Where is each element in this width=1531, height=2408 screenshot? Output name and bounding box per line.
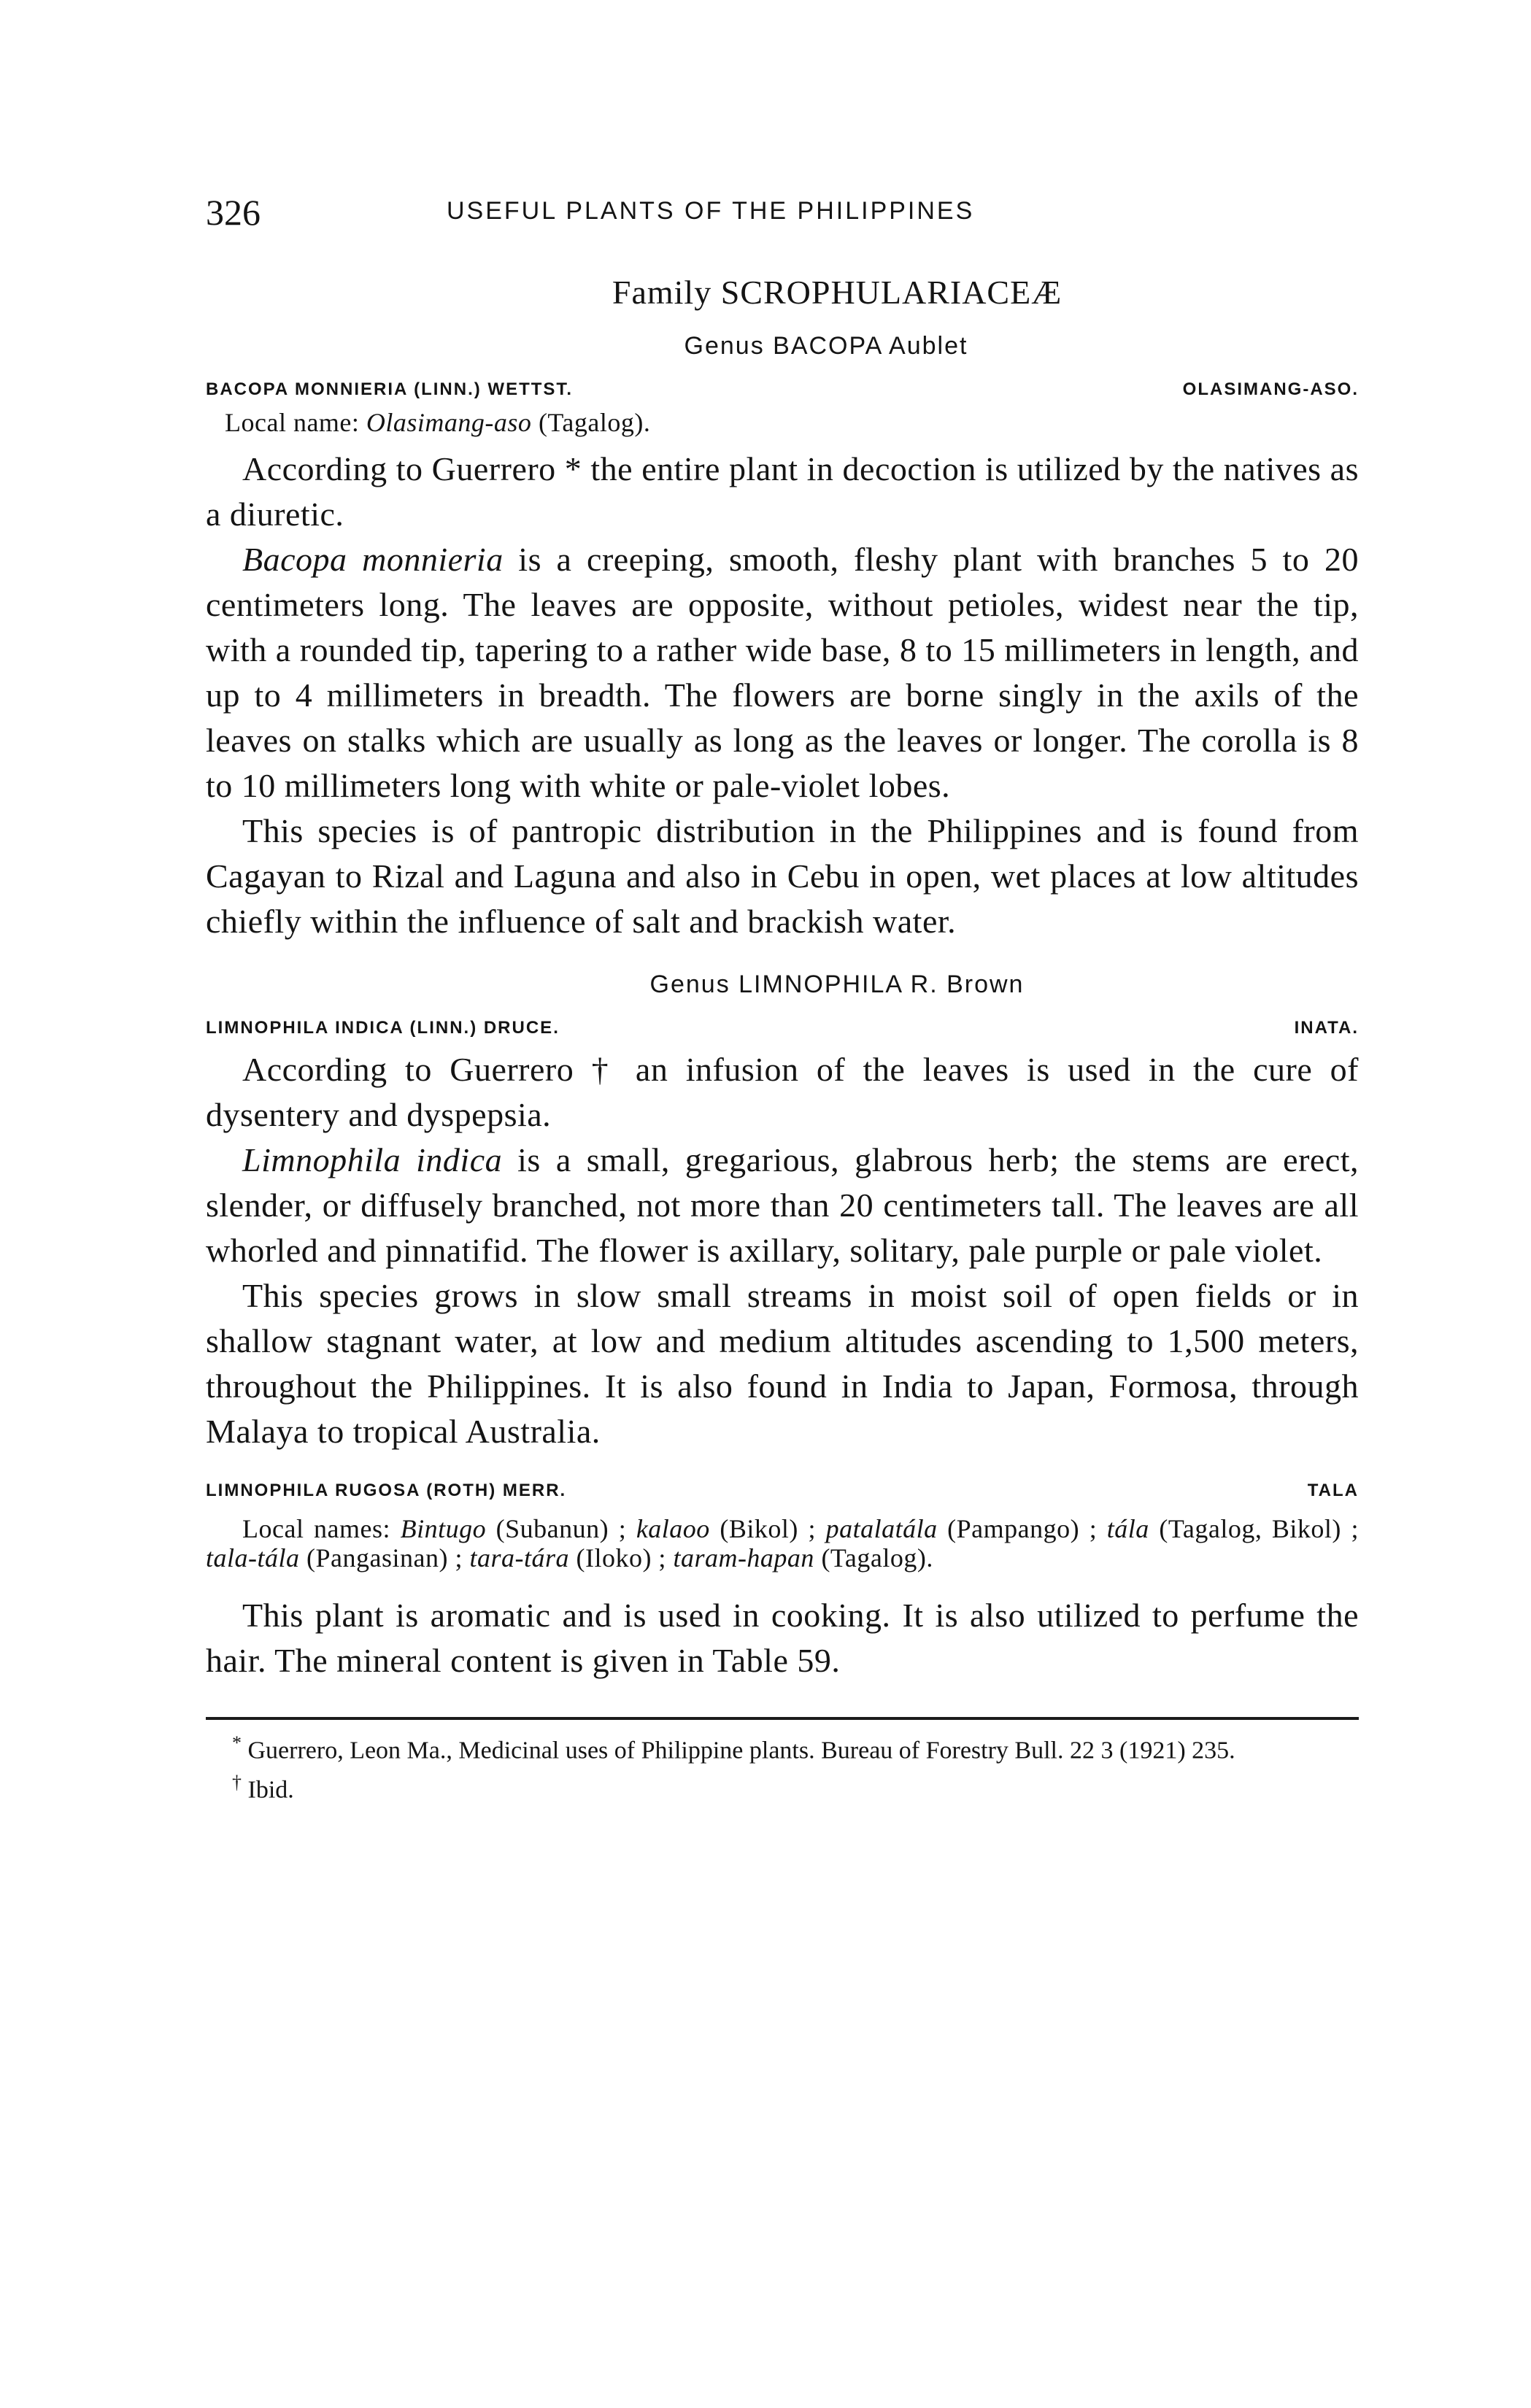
genus-heading-limnophila: Genus LIMNOPHILA R. Brown [649,970,1025,998]
local-name-language: (Tagalog, Bikol) ; [1149,1514,1359,1543]
paragraph: This species is of pantropic distribution in the Philippines and is found from Cagayan to Rizal and Laguna and also in Cebu in open, wet places at low altitudes chiefly within the influence of salt and brackish water. [206,812,1359,940]
local-name-language: (Subanun) ; [486,1514,636,1543]
footnote-text: Guerrero, Leon Ma., Medicinal uses of Philippine plants. Bureau of Forestry Bull. 22 3 (1921) 235. [247,1737,1235,1764]
local-names-intro: Local names: [242,1514,401,1543]
species-name: LIMNOPHILA INDICA (LINN.) DRUCE. [206,1018,560,1038]
paragraph: This species grows in slow small streams in moist soil of open fields or in shallow stagnant water, at low and medium altitudes ascending to 1,500 meters, throughout the Philippines. It is also found in India to Japan, Formosa, through Malaya to tropical Australia. [206,1277,1359,1450]
species-name: LIMNOPHILA RUGOSA (ROTH) MERR. [206,1481,567,1500]
family-label: Family [612,274,712,311]
species-line-limnophila-indica [206,1018,1359,1038]
species-name-italic: Bacopa monnieria [242,541,504,578]
footnote-rule [206,1717,1359,1720]
local-name: Bintugo [400,1514,487,1543]
page-header [206,191,1359,242]
paragraph: According to Guerrero * the entire plant in decoction is utilized by the natives as a diuretic. [206,450,1359,533]
book-page [206,191,1359,1807]
local-name: taram-hapan [673,1543,814,1572]
local-name: Olasimang-aso [366,408,532,437]
local-name-language: (Iloko) ; [568,1543,674,1572]
local-name: patalatála [825,1514,938,1543]
species-line-bacopa-monnieria [206,379,1359,400]
local-name: tara-tára [469,1543,569,1572]
genus-heading-bacopa: Genus BACOPA Aublet [684,332,968,360]
page-number: 326 [206,192,261,233]
footnote [206,1727,1359,1767]
local-name-label: Local name: [225,408,366,437]
local-name-language: (Pangasinan) ; [299,1543,470,1572]
species-name: BACOPA MONNIERIA (LINN.) WETTST. [206,379,574,399]
local-name: kalaoo [636,1514,710,1543]
footnote-mark: * [232,1732,242,1753]
paragraph-description: Bacopa monnieria is a creeping, smooth, fleshy plant with branches 5 to 20 centimeters long. The leaves are opposite, without petioles, widest near the tip, with a rounded tip, tapering to a rather wide base, 8 to 15 millimeters in length, and up to 4 millimeters in breadth. The flowers are borne singly in the axils of the leaves on stalks which are usually as long as the leaves or longer. The corolla is 8 to 10 millimeters long with white or pale-violet lobes. [206,541,1359,804]
common-name: INATA. [1294,1018,1359,1038]
common-name: OLASIMANG-ASO. [1182,379,1359,399]
footnote-text: Ibid. [247,1776,294,1804]
species-line-limnophila-rugosa [206,1481,1359,1501]
local-name-language: (Pampango) ; [937,1514,1107,1543]
paragraph: This plant is aromatic and is used in cooking. It is also utilized to perfume the hair. The mineral content is given in Table 59. [206,1597,1359,1679]
footnotes [206,1727,1359,1807]
running-title: USEFUL PLANTS OF THE PHILIPPINES [447,197,975,225]
local-name: tala-tála [206,1543,300,1572]
local-name: tála [1106,1514,1149,1543]
common-name: TALA [1307,1481,1359,1500]
local-name-language: (Bikol) ; [709,1514,826,1543]
local-names-list [206,1514,1359,1572]
local-name-language: (Tagalog). [531,408,651,437]
footnote [206,1767,1359,1806]
footnote-mark: † [232,1772,242,1794]
local-name-line [206,407,1359,438]
paragraph: According to Guerrero † an infusion of the leaves is used in the cure of dysentery and dyspepsia. [206,1051,1359,1133]
local-name-language: (Tagalog). [814,1543,933,1572]
paragraph-description: Limnophila indica is a small, gregarious, glabrous herb; the stems are erect, slender, or diffusely branched, not more than 20 centimeters tall. The leaves are all whorled and pinnatifid. The flower is axillary, solitary, pale purple or pale violet. [206,1141,1360,1269]
species-name-italic: Limnophila indica [242,1141,503,1178]
family-heading [206,273,1359,312]
family-name: SCROPHULARIACEÆ [720,274,1063,311]
